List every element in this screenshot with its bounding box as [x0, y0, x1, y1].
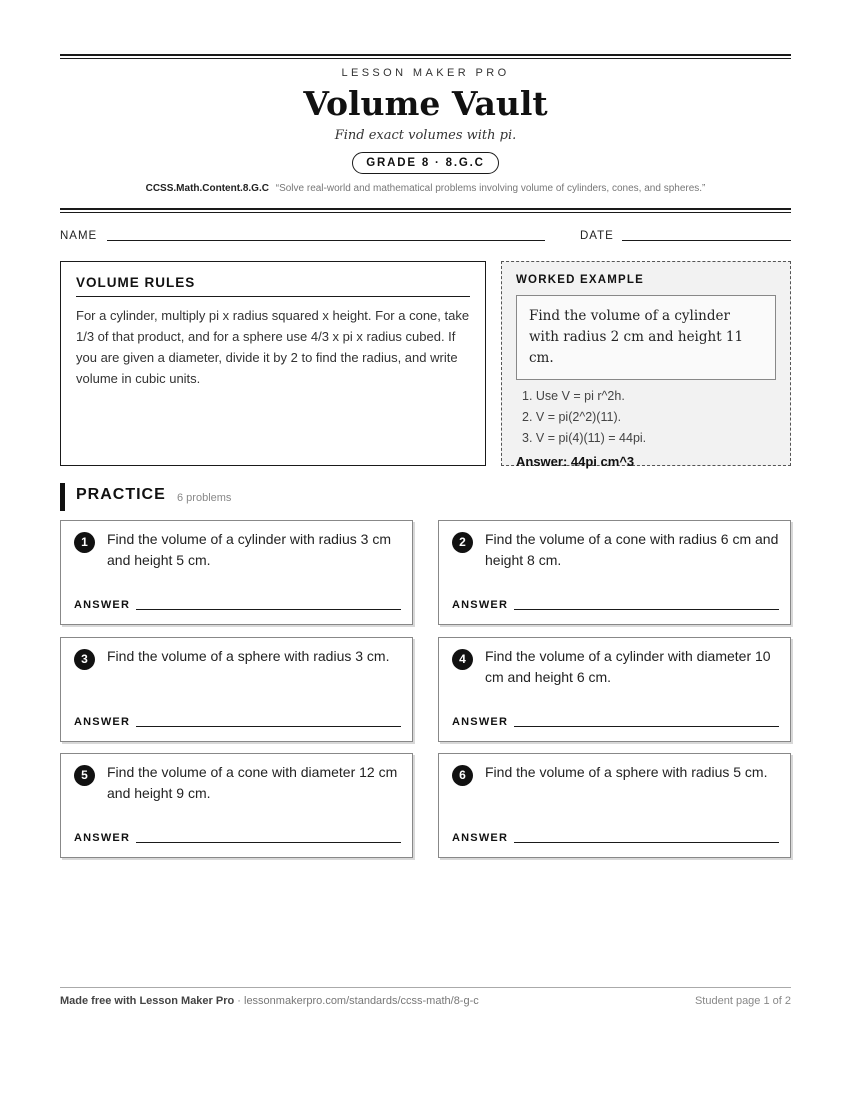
- problem-card: [60, 520, 413, 625]
- standard-code: CCSS.Math.Content.8.G.C: [145, 183, 269, 194]
- volume-rules-box: [60, 261, 486, 466]
- grade-badge: GRADE 8 · 8.G.C: [352, 152, 498, 174]
- standard-text: “Solve real-world and mathematical problems involving volume of cylinders, cones, and spheres.”: [275, 183, 706, 194]
- worksheet-subtitle: Find exact volumes with pi.: [334, 128, 517, 143]
- problem-card: [60, 637, 413, 742]
- example-heading: WORKED EXAMPLE: [516, 274, 644, 286]
- answer-label: ANSWER: [452, 599, 509, 611]
- problem-text: Find the volume of a cylinder with diameter 10 cm and height 6 cm.: [485, 648, 771, 685]
- footer-credit: [60, 995, 479, 1007]
- problem-number: 1: [74, 532, 95, 553]
- answer-field[interactable]: [514, 726, 779, 727]
- problem-card: [438, 520, 791, 625]
- rules-body: For a cylinder, multiply pi x radius squared x height. For a cone, take 1/3 of that product, and for a sphere use 4/3 x pi x radius cubed. If you are given a diameter, divide it by 2 to find the radius, and write volume in cubic units.: [76, 308, 470, 386]
- problem-card: [438, 753, 791, 858]
- example-step: 3. V = pi(4)(11) = 44pi.: [522, 431, 647, 445]
- problem-card: [60, 753, 413, 858]
- answer-label: ANSWER: [452, 832, 509, 844]
- example-problem: Find the volume of a cylinder with radius 2 cm and height 11 cm.: [516, 295, 776, 380]
- page-number: Student page 1 of 2: [694, 995, 791, 1007]
- standard-line: [60, 183, 791, 194]
- top-double-rule: [60, 54, 791, 59]
- worksheet-title: Volume Vault: [303, 84, 548, 123]
- answer-label: ANSWER: [74, 832, 131, 844]
- practice-count: 6 problems: [177, 492, 232, 504]
- problem-number: 4: [452, 649, 473, 670]
- answer-field[interactable]: [136, 726, 401, 727]
- footer-made-with: Made free with Lesson Maker Pro: [60, 995, 235, 1007]
- worked-example-box: [501, 261, 791, 469]
- footer-url[interactable]: · lessonmakerpro.com/standards/ccss-math/8-g-c: [237, 995, 479, 1007]
- problem-text: Find the volume of a cylinder with radius 3 cm and height 5 cm.: [107, 531, 392, 568]
- example-answer: Answer: 44pi cm^3: [516, 454, 635, 469]
- problem-card: [438, 637, 791, 742]
- answer-field[interactable]: [514, 609, 779, 610]
- worksheet-page: [60, 0, 791, 1100]
- problem-text: Find the volume of a sphere with radius 5 cm.: [485, 764, 768, 780]
- name-field[interactable]: [107, 240, 545, 241]
- brand-name: LESSON MAKER PRO: [341, 67, 510, 79]
- problem-text: Find the volume of a cone with diameter 12 cm and height 9 cm.: [107, 764, 398, 801]
- name-label: NAME: [60, 230, 98, 242]
- name-date-row: [60, 230, 791, 246]
- practice-accent-bar: [60, 483, 65, 511]
- date-label: DATE: [580, 230, 614, 242]
- answer-field[interactable]: [136, 609, 401, 610]
- answer-field[interactable]: [514, 842, 779, 843]
- problem-number: 2: [452, 532, 473, 553]
- answer-field[interactable]: [136, 842, 401, 843]
- problem-number: 6: [452, 765, 473, 786]
- answer-label: ANSWER: [74, 716, 131, 728]
- date-field[interactable]: [622, 240, 791, 241]
- example-step: 2. V = pi(2^2)(11).: [522, 410, 622, 424]
- footer-rule: [60, 987, 791, 988]
- header-bottom-rule: [60, 208, 791, 213]
- problem-number: 3: [74, 649, 95, 670]
- answer-label: ANSWER: [452, 716, 509, 728]
- grade-badge-row: [60, 152, 791, 174]
- rules-heading: VOLUME RULES: [76, 275, 470, 297]
- example-step: 1. Use V = pi r^2h.: [522, 389, 625, 403]
- problem-number: 5: [74, 765, 95, 786]
- practice-heading: PRACTICE: [76, 486, 166, 503]
- problem-text: Find the volume of a cone with radius 6 cm and height 8 cm.: [485, 531, 779, 568]
- answer-label: ANSWER: [74, 599, 131, 611]
- problem-text: Find the volume of a sphere with radius 3 cm.: [107, 648, 390, 664]
- example-steps: [516, 386, 776, 449]
